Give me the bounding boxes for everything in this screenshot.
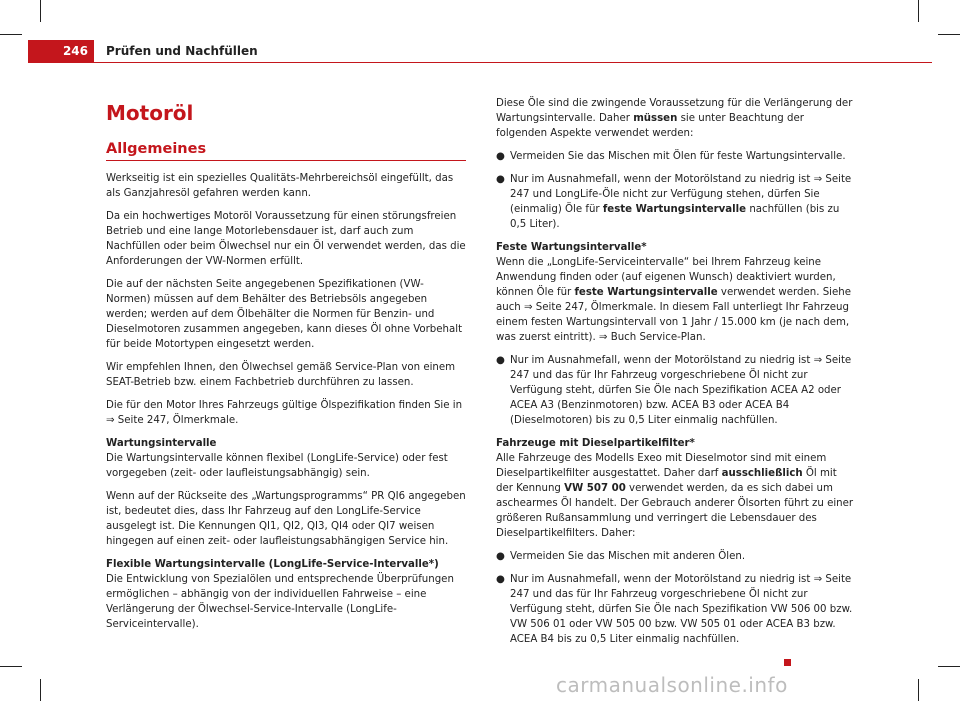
text: Alle Fahrzeuge des Modells Exeo mit Dieselmotor sind mit einem Dieselpartikelfilter ausgestattet. Daher darf	[496, 453, 827, 479]
subheading: Flexible Wartungsintervalle (LongLife-Service-Intervalle*)	[106, 559, 439, 570]
paragraph: Da ein hochwertiges Motoröl Voraussetzung für einen störungsfreien Betrieb und eine lange Motorlebensdauer ist, darf auch zum Nachfüllen oder beim Ölwechsel nur ein Öl verwendet werden, das die Anforderungen der VW-Normen erfüllt.	[106, 211, 466, 267]
page-header	[0, 0, 960, 63]
left-column	[106, 96, 466, 640]
text: sie unter Beachtung der folgenden Aspekte verwendet werden:	[496, 113, 804, 139]
list-item-text: Nur im Ausnahmefall, wenn der Motorölstand zu niedrig ist ⇒ Seite 247 und das für Ihr Fahrzeug vorgeschriebene Öl nicht zur Verfügung steht, dürfen Sie Öle nach Spezifikation ACEA A2 oder ACEA A3 (Benzinmotoren) bzw. ACEA B3 oder ACEA B4 (Dieselmotoren) bis zu 0,5 Liter einmalig nachfüllen.	[510, 355, 852, 426]
text: Diese Öle sind die zwingende Voraussetzung für die Verlängerung der Wartungsintervalle. Daher	[496, 98, 853, 124]
list-item	[496, 172, 854, 232]
paragraph	[496, 436, 854, 541]
list-item-text	[510, 172, 854, 232]
subheading: Fahrzeuge mit Dieselpartikelfilter*	[496, 438, 695, 449]
list-item-text: Nur im Ausnahmefall, wenn der Motorölstand zu niedrig ist ⇒ Seite 247 und das für Ihr Fahrzeug vorgeschriebene Öl nicht zur Verfügung steht, dürfen Sie Öle nach Spezifikation VW 506 00 bzw. VW 506 01 oder VW 505 00 bzw. VW 505 01 oder ACEA B3 bzw. ACEA B4 bis zu 0,5 Liter einmalig nachfüllen.	[510, 574, 853, 645]
crop-mark	[40, 679, 41, 701]
text: verwendet werden, da es sich dabei um aschearmes Öl handelt. Der Gebrauch anderer Ölsorten führt zu einer größeren Rußansammlung und verringert die Lebensdauer des Dieselpartikelfilters. Daher:	[496, 483, 854, 539]
bullet-icon: ●	[496, 174, 505, 185]
paragraph	[106, 436, 466, 481]
paragraph: Die für den Motor Ihres Fahrzeugs gültige Ölspezifikation finden Sie in ⇒ Seite 247, Ölmerkmale.	[106, 400, 463, 426]
emphasis: feste Wartungsintervalle	[602, 204, 747, 215]
list-item	[496, 572, 854, 647]
chapter-title: Prüfen und Nachfüllen	[106, 44, 258, 58]
bullet-icon: ●	[496, 151, 505, 162]
watermark: carmanualsonline.info	[556, 673, 788, 697]
subheading: Feste Wartungsintervalle*	[496, 242, 647, 253]
paragraph	[496, 96, 854, 141]
header-rule	[94, 62, 932, 63]
emphasis: VW 507 00	[564, 483, 626, 494]
bullet-icon: ●	[496, 355, 505, 366]
emphasis: ausschließlich	[721, 468, 803, 479]
paragraph	[106, 557, 466, 632]
text: Wenn die „LongLife-Serviceintervalle“ bei Ihrem Fahrzeug keine Anwendung finden oder (auf eigenen Wunsch) deaktiviert wurden, können Öle für	[496, 257, 836, 298]
crop-mark	[918, 679, 919, 701]
emphasis: feste Wartungsintervalle	[574, 287, 718, 298]
paragraph: Wenn auf der Rückseite des „Wartungsprogramms“ PR QI6 angegeben ist, bedeutet dies, dass Ihr Fahrzeug auf den LongLife-Service ausgelegt ist. Die Kennungen QI1, QI2, QI3, QI4 oder QI7 weisen hingegen auf einen zeit- oder laufleistungsabhängigen Service hin.	[106, 491, 466, 547]
paragraph: Die auf der nächsten Seite angegebenen Spezifikationen (VW-Normen) müssen auf dem Behälter des Betriebsöls angegeben werden; werden auf dem Ölbehälter die Normen für Benzin- und Dieselmotoren zusammen angegeben, kann dieses Öl ohne Vorbehalt für beide Motortypen eingesetzt werden.	[106, 279, 463, 350]
list-item-text: Vermeiden Sie das Mischen mit Ölen für feste Wartungsintervalle.	[510, 151, 846, 162]
list-item	[496, 353, 854, 428]
subsection-title: Allgemeines	[106, 140, 466, 161]
text: verwendet werden. Siehe auch ⇒ Seite 247, Ölmerkmale. In diesem Fall unterliegt Ihr Fahrzeug einem festen Wartungsintervall von 1 Jahr / 15.000 km (je nach dem, was zuerst eintritt). ⇒ Buch Service-Plan.	[496, 287, 852, 343]
page-number: 246	[62, 44, 88, 58]
list-item-text: Vermeiden Sie das Mischen mit anderen Ölen.	[510, 551, 746, 562]
crop-mark	[0, 666, 22, 667]
paragraph-text: Die Entwicklung von Spezialölen und entsprechende Überprüfungen ermöglichen – abhängig von der individuellen Fahrweise – eine Verlängerung der Ölwechsel-Service-Intervalle (LongLife-Serviceintervalle).	[106, 574, 454, 630]
emphasis: müssen	[633, 113, 678, 124]
text: Öl mit der Kennung	[496, 468, 837, 494]
paragraph: Werkseitig ist ein spezielles Qualitäts-Mehrbereichsöl eingefüllt, das als Ganzjahresöl gefahren werden kann.	[106, 173, 454, 199]
subheading: Wartungsintervalle	[106, 438, 217, 449]
text: nachfüllen (bis zu 0,5 Liter).	[510, 204, 840, 230]
paragraph-text: Die Wartungsintervalle können flexibel (LongLife-Service) oder fest vorgegeben (zeit- oder laufleistungsabhängig) sein.	[106, 453, 448, 479]
right-column	[496, 96, 854, 670]
crop-mark	[938, 666, 960, 667]
list-item	[496, 549, 854, 564]
text: Nur im Ausnahmefall, wenn der Motorölstand zu niedrig ist ⇒ Seite 247 und LongLife-Öle nicht zur Verfügung stehen, dürfen Sie (einmalig) Öle für	[510, 174, 852, 215]
section-end-icon	[784, 659, 791, 666]
paragraph	[496, 240, 854, 345]
list-item	[496, 149, 854, 164]
bullet-icon: ●	[496, 574, 505, 585]
paragraph: Wir empfehlen Ihnen, den Ölwechsel gemäß Service-Plan von einem SEAT-Betrieb bzw. einem Fachbetrieb durchführen zu lassen.	[106, 362, 456, 388]
bullet-icon: ●	[496, 551, 505, 562]
section-title: Motoröl	[106, 101, 194, 125]
